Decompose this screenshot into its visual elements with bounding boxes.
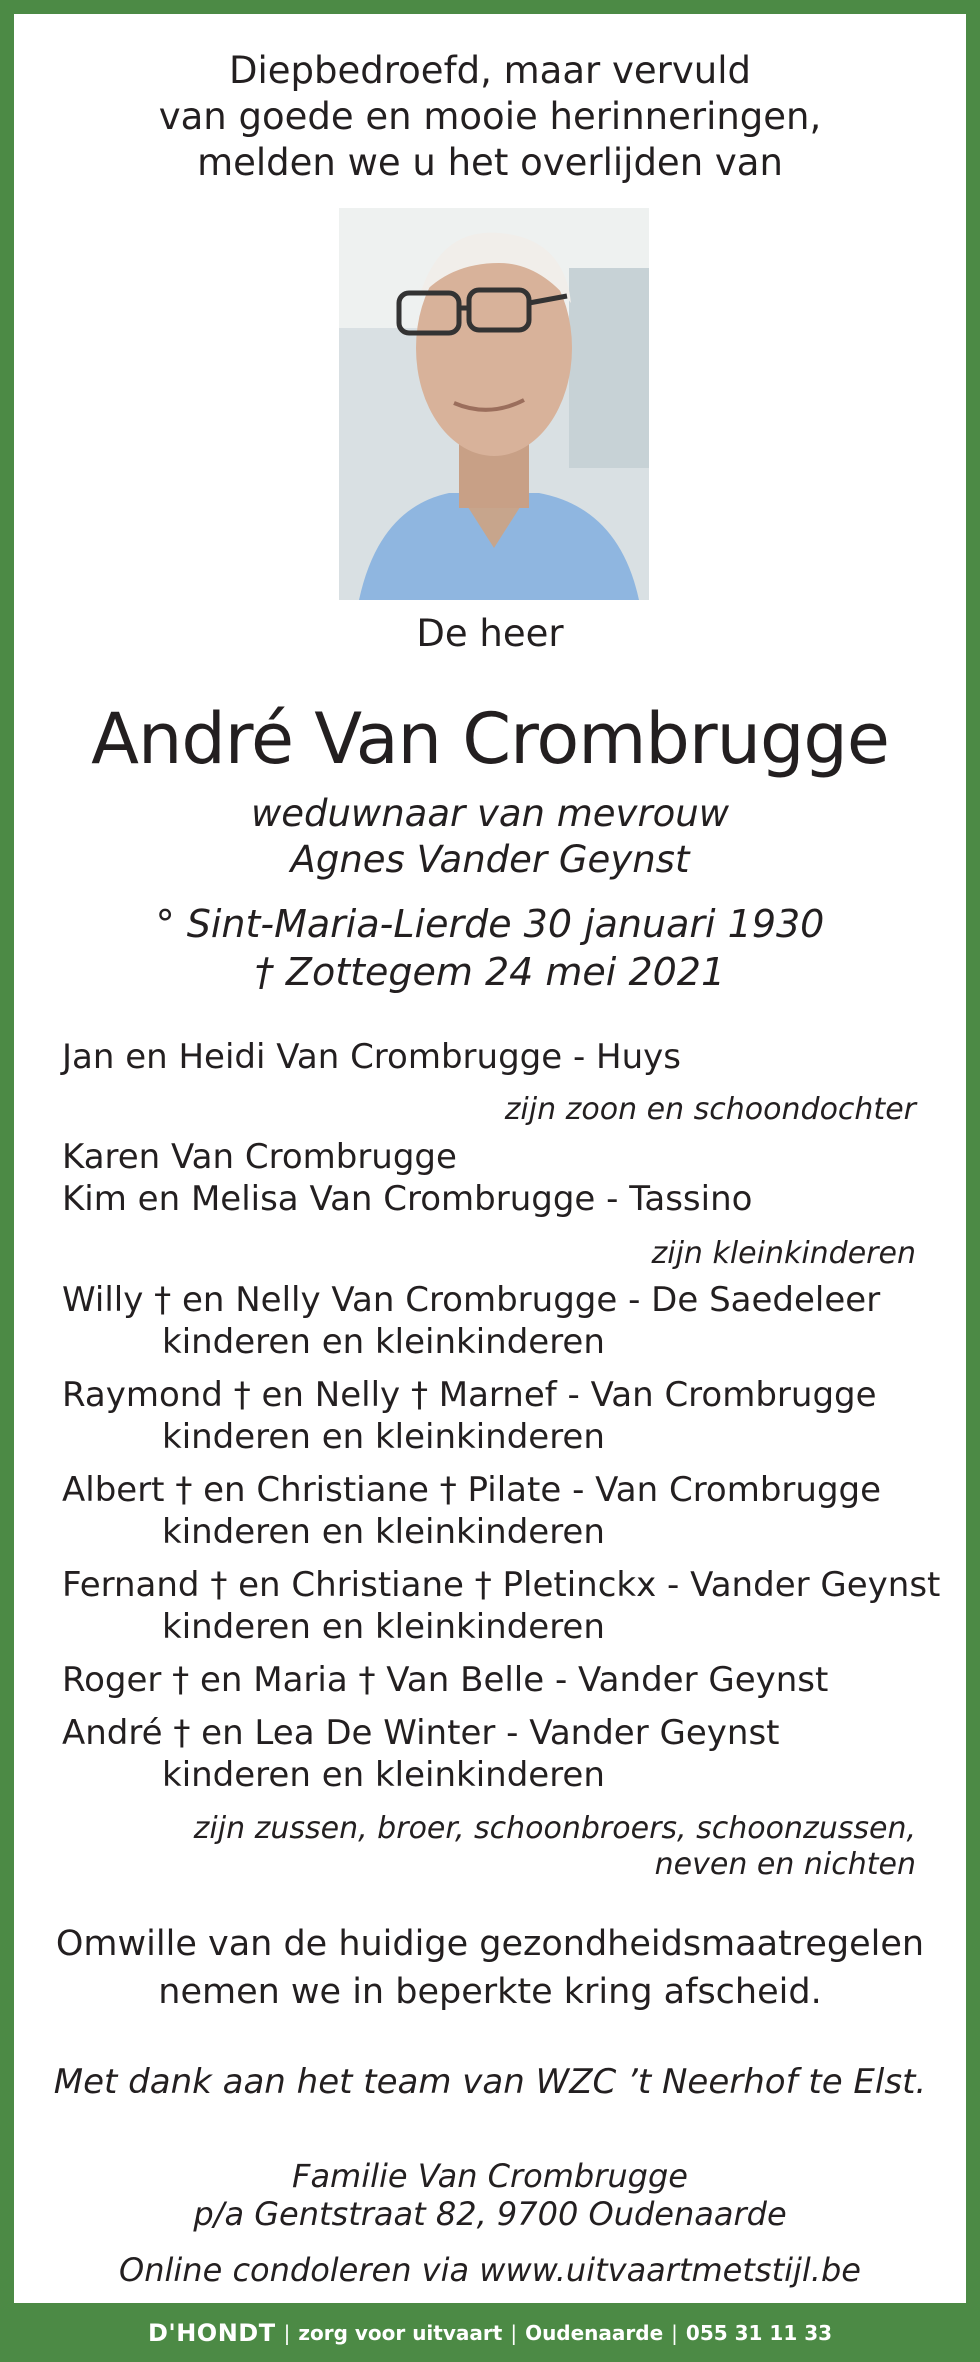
family-member: Karen Van Crombrugge — [62, 1137, 457, 1177]
relation-label: zijn zoon en schoondochter — [504, 1092, 916, 1127]
notice-line-1: Omwille van de huidige gezondheidsmaatregelen — [55, 1924, 925, 1964]
family-sub: kinderen en kleinkinderen — [162, 1417, 605, 1457]
family-member: Albert † en Christiane † Pilate - Van Crombrugge — [62, 1470, 882, 1510]
life-dates — [14, 900, 966, 996]
funeral-home-footer — [0, 2303, 980, 2362]
intro-text — [14, 48, 966, 186]
obituary-card — [14, 14, 966, 2303]
footer-separator: | — [671, 2320, 678, 2345]
deceased-name: André Van Crombrugge — [91, 698, 889, 780]
family-sub: kinderen en kleinkinderen — [162, 1755, 605, 1795]
intro-line-1: Diepbedroefd, maar vervuld — [229, 49, 751, 92]
widower-line-2: Agnes Vander Geynst — [290, 838, 690, 881]
family-member: Roger † en Maria † Van Belle - Vander Geynst — [62, 1660, 829, 1700]
honorific: De heer — [416, 612, 564, 655]
family-address — [14, 2157, 966, 2233]
family-sub: kinderen en kleinkinderen — [162, 1322, 605, 1362]
family-sub: kinderen en kleinkinderen — [162, 1607, 605, 1647]
death-date: † Zottegem 24 mei 2021 — [254, 950, 726, 994]
relation-label: zijn zussen, broer, schoonbroers, schoonzussen, — [193, 1811, 916, 1846]
notice-line-2: nemen we in beperkte kring afscheid. — [158, 1972, 822, 2012]
online-condolence-link[interactable]: Online condoleren via www.uitvaartmetstijl.be — [119, 2251, 861, 2289]
widower-line-1: weduwnaar van mevrouw — [250, 792, 730, 835]
funeral-home-logo: D'HONDT — [147, 2318, 276, 2347]
restrictions-notice — [14, 1920, 966, 2016]
intro-line-3: melden we u het overlijden van — [197, 141, 783, 184]
family-member: Willy † en Nelly Van Crombrugge - De Saedeleer — [62, 1280, 881, 1320]
portrait-illustration — [339, 208, 649, 600]
birth-date: ° Sint-Maria-Lierde 30 januari 1930 — [155, 902, 825, 946]
relation-label: zijn kleinkinderen — [651, 1236, 916, 1271]
widower-of — [14, 791, 966, 883]
footer-city: Oudenaarde — [525, 2320, 664, 2345]
family-member: Kim en Melisa Van Crombrugge - Tassino — [62, 1179, 753, 1219]
footer-separator: | — [510, 2320, 518, 2345]
family-member: Raymond † en Nelly † Marnef - Van Crombrugge — [62, 1375, 877, 1415]
relation-label: neven en nichten — [654, 1847, 916, 1882]
family-signature: Familie Van Crombrugge — [292, 2157, 688, 2195]
family-member: André † en Lea De Winter - Vander Geynst — [62, 1713, 780, 1753]
intro-line-2: van goede en mooie herinneringen, — [158, 95, 822, 138]
family-member: Fernand † en Christiane † Pletinckx - Vander Geynst — [62, 1565, 941, 1605]
family-member: Jan en Heidi Van Crombrugge - Huys — [62, 1037, 681, 1077]
footer-tagline: zorg voor uitvaart — [298, 2320, 503, 2345]
portrait-photo — [339, 208, 649, 600]
family-sub: kinderen en kleinkinderen — [162, 1512, 605, 1552]
thanks-note: Met dank aan het team van WZC ’t Neerhof te Elst. — [53, 2062, 927, 2102]
footer-phone[interactable]: 055 31 11 33 — [685, 2320, 833, 2345]
footer-separator: | — [283, 2320, 291, 2345]
postal-address: p/a Gentstraat 82, 9700 Oudenaarde — [193, 2195, 787, 2233]
